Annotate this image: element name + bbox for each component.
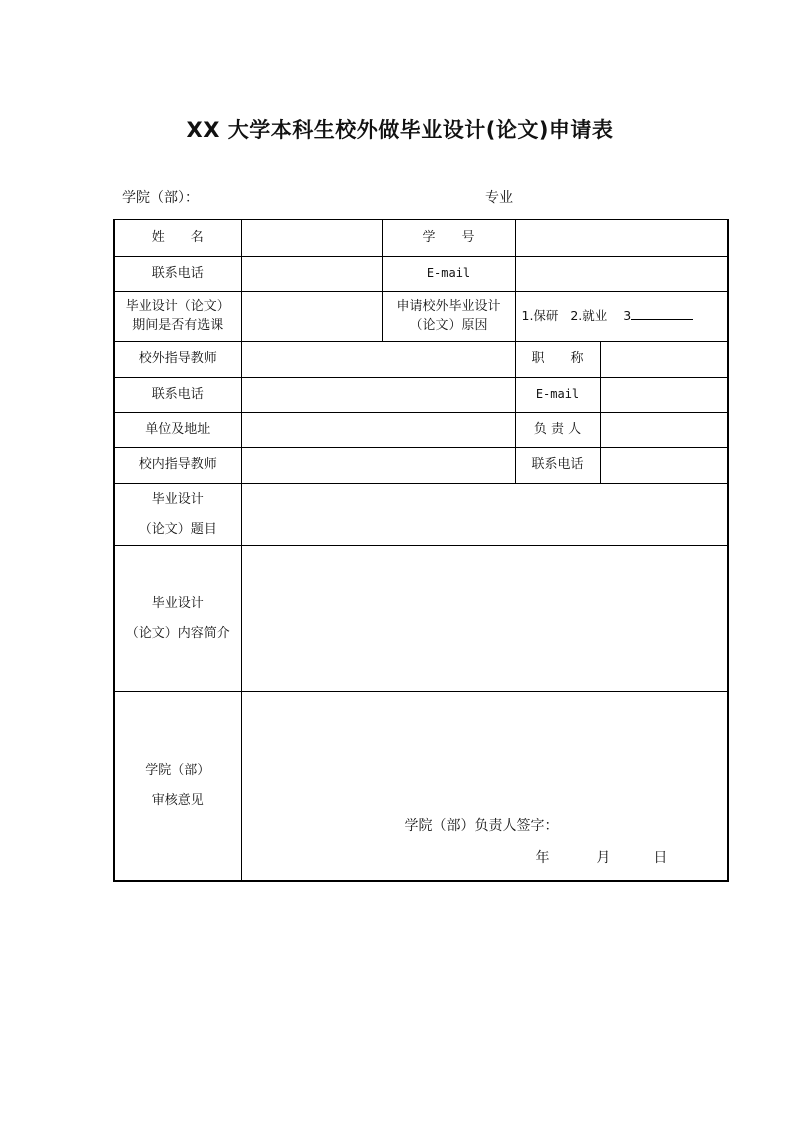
internal-advisor-field[interactable] [241,448,515,484]
summary-label-line1: 毕业设计 [151,595,204,611]
topic-label [114,484,241,546]
opinion-label-line1: 学院（部） [145,762,211,778]
email-label: E-mail [382,257,515,292]
summary-label [114,546,241,692]
summary-label-line2: （论文）内容简介 [125,625,230,641]
student-id-label: 学 号 [382,220,515,257]
internal-advisor-label: 校内指导教师 [114,448,241,484]
course-selection-label-line1: 毕业设计（论文） [125,298,230,314]
reason-options[interactable] [515,292,728,342]
external-advisor-label: 校外指导教师 [114,342,241,378]
topic-label-line2: （论文）题目 [138,521,217,537]
date-line [536,848,668,868]
course-selection-field[interactable] [241,292,382,342]
job-title-field[interactable] [600,342,728,378]
month-label: 月 [596,850,611,866]
external-phone-label: 联系电话 [114,378,241,413]
opinion-label [114,692,241,881]
course-selection-label [114,292,241,342]
year-label: 年 [535,850,550,866]
day-label: 日 [653,850,668,866]
internal-phone-field[interactable] [600,448,728,484]
student-id-field[interactable] [515,220,728,257]
major-label: 专业 [485,190,513,206]
external-phone-field[interactable] [241,378,515,413]
form-title: XX 大学本科生校外做毕业设计(论文)申请表 [186,118,614,142]
job-title-label: 职 称 [515,342,600,378]
name-field[interactable] [241,220,382,257]
external-email-label: E-mail [515,378,600,413]
signature-label: 学院（部）负责人签字： [404,818,559,834]
course-selection-label-line2: 期间是否有选课 [132,317,224,333]
phone-label: 联系电话 [114,257,241,292]
reason-label-line2: （论文）原因 [409,317,488,333]
reason-label [382,292,515,342]
reason-option-other[interactable]: 3 [623,308,632,324]
internal-phone-label: 联系电话 [515,448,600,484]
reason-other-blank[interactable] [631,307,693,320]
opinion-label-line2: 审核意见 [151,792,204,808]
reason-option-postgrad[interactable]: 1.保研 [521,308,559,324]
topic-field[interactable] [241,484,728,546]
reason-option-employment[interactable]: 2.就业 [570,308,608,324]
name-label: 姓 名 [114,220,241,257]
external-email-field[interactable] [600,378,728,413]
college-label: 学院（部）： [122,190,199,206]
reason-label-line1: 申请校外毕业设计 [396,298,501,314]
phone-field[interactable] [241,257,382,292]
external-advisor-field[interactable] [241,342,515,378]
leader-label: 负 责 人 [515,413,600,448]
summary-field[interactable] [241,546,728,692]
opinion-field[interactable] [241,692,728,881]
topic-label-line1: 毕业设计 [151,491,204,507]
unit-address-field[interactable] [241,413,515,448]
leader-field[interactable] [600,413,728,448]
application-form-table [113,219,729,882]
email-field[interactable] [515,257,728,292]
unit-address-label: 单位及地址 [114,413,241,448]
